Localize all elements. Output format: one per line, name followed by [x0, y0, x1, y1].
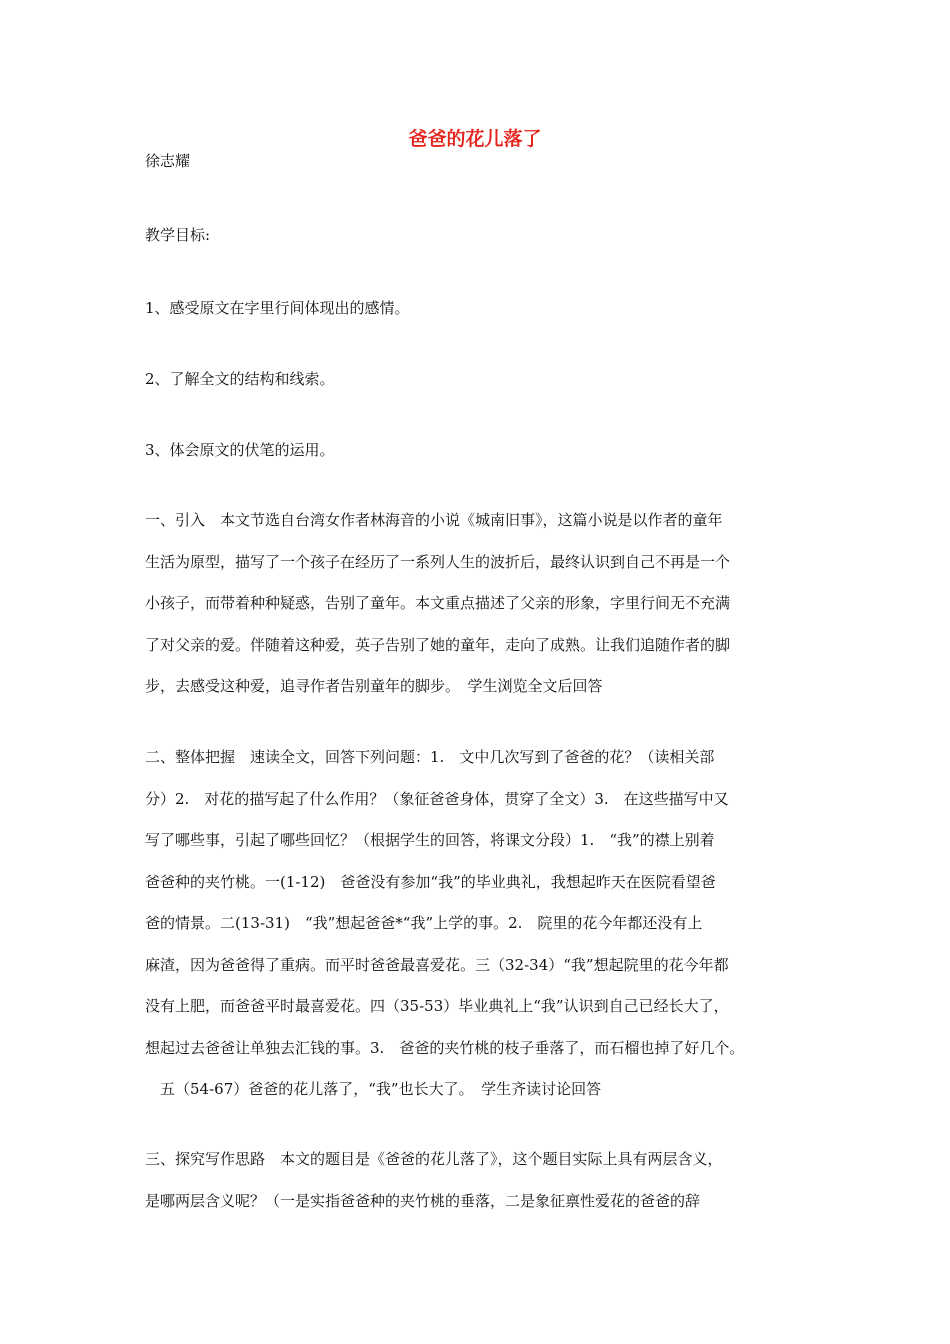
- paragraph-line: 爸的情景。二(13-31) “我”想起爸爸*“我”上学的事。2. 院里的花今年都还没有上: [145, 914, 703, 932]
- paragraph-line: 五（54-67）爸爸的花儿落了，“我”也长大了。 学生齐读讨论回答: [145, 1080, 602, 1098]
- paragraph-line: 小孩子，而带着种种疑惑，告别了童年。本文重点描述了父亲的形象，字里行间无不充满: [145, 594, 731, 612]
- paragraph-line: 爸爸种的夹竹桃。一(1-12) 爸爸没有参加“我”的毕业典礼，我想起昨天在医院看望爸: [145, 872, 716, 891]
- paragraph-line: 想起过去爸爸让单独去汇钱的事。3. 爸爸的夹竹桃的枝子垂落了，而石榴也掉了好几个。: [145, 1038, 745, 1057]
- objectives-heading: 教学目标:: [145, 226, 211, 244]
- paragraph-line: 是哪两层含义呢？（一是实指爸爸种的夹竹桃的垂落，二是象征禀性爱花的爸爸的辞: [145, 1191, 701, 1210]
- section-writing-approach: [145, 1139, 809, 1222]
- paragraph-line: 分）2. 对花的描写起了什么作用？（象征爸爸身体，贯穿了全文）3. 在这些描写中又: [145, 789, 729, 808]
- paragraph-line: 了对父亲的爱。伴随着这种爱，英子告别了她的童年，走向了成熟。让我们追随作者的脚: [145, 635, 731, 654]
- paragraph-line: 写了哪些事，引起了哪些回忆？（根据学生的回答，将课文分段）1. “我”的襟上别着: [145, 831, 715, 849]
- objective-item: 3、体会原文的伏笔的运用。: [145, 441, 335, 459]
- paragraph-line: 三、探究写作思路 本文的题目是《爸爸的花儿落了》，这个题目实际上具有两层含义，: [145, 1150, 723, 1168]
- objective-item: 2、了解全文的结构和线索。: [145, 370, 335, 388]
- objective-item: 1、感受原文在字里行间体现出的感情。: [145, 299, 410, 317]
- paragraph-line: 生活为原型，描写了一个孩子在经历了一系列人生的波折后，最终认识到自己不再是一个: [145, 552, 731, 571]
- author-name: 徐志耀: [145, 152, 191, 170]
- paragraph-line: 二、整体把握 速读全文，回答下列问题：1. 文中几次写到了爸爸的花？（读相关部: [145, 748, 715, 766]
- section-intro: [145, 500, 809, 708]
- paragraph-line: 麻渣，因为爸爸得了重病。而平时爸爸最喜爱花。三（32-34）“我”想起院里的花今年都: [145, 955, 729, 974]
- paragraph-line: 没有上肥，而爸爸平时最喜爱花。四（35-53）毕业典礼上“我”认识到自己已经长大了，: [145, 997, 729, 1015]
- section-overview: [145, 737, 809, 1111]
- document-title: 爸爸的花儿落了: [408, 128, 542, 150]
- paragraph-line: 步，去感受这种爱，追寻作者告别童年的脚步。 学生浏览全文后回答: [145, 677, 603, 695]
- paragraph-line: 一、引入 本文节选自台湾女作者林海音的小说《城南旧事》，这篇小说是以作者的童年: [145, 511, 723, 529]
